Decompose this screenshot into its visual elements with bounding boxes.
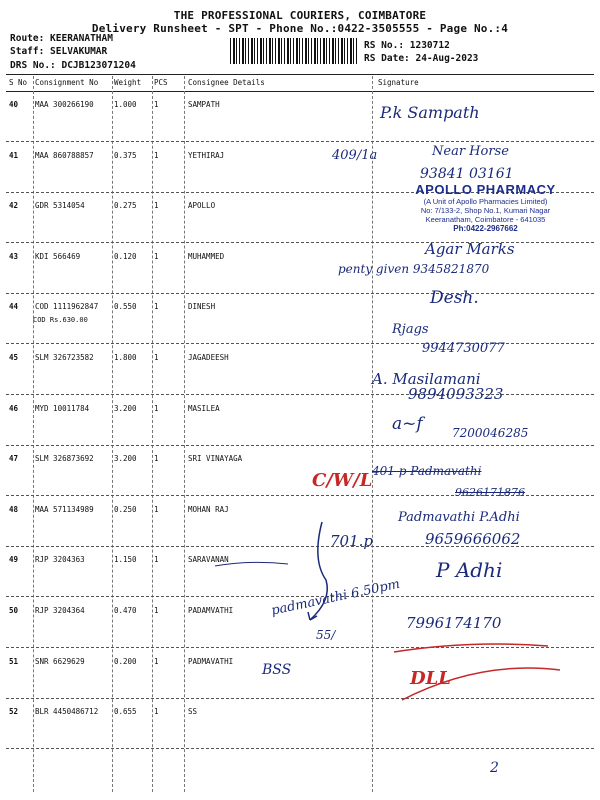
row-sno: 42	[9, 201, 19, 211]
row-pcs: 1	[154, 100, 159, 109]
row-consignee: DINESH	[188, 302, 216, 312]
arrow-stroke	[310, 522, 327, 620]
rs-number: RS No.: 1230712	[364, 40, 450, 51]
row-pcs: 1	[154, 454, 159, 464]
handwriting-48-c: 9626171876	[455, 486, 525, 499]
row-consignment: MAA 571134989	[35, 504, 94, 514]
handwriting-43-a: Agar Marks	[425, 240, 515, 258]
runsheet-subtitle: Delivery Runsheet - SPT - Phone No.:0422-3505555 - Page No.:4	[91, 22, 509, 35]
row-sno: 48	[9, 504, 19, 514]
col-consignment: Consignment No	[35, 78, 99, 87]
row-consignee: MOHAN RAJ	[188, 504, 229, 514]
row-consignment: BLR 4450486712	[35, 707, 99, 717]
row-weight: 3.200	[114, 403, 137, 413]
red-mark-52: DLL	[410, 668, 451, 689]
stamp-name: APOLLO PHARMACY	[415, 182, 556, 197]
handwriting-51-a: padmavathi 6.50pm	[270, 576, 402, 619]
row-pcs: 1	[154, 353, 159, 362]
col-signature: Signature	[378, 78, 419, 87]
col-weight: Weight	[114, 78, 142, 87]
row-pcs: 1	[154, 150, 159, 160]
staff-label: Staff: SELVAKUMAR	[10, 46, 108, 57]
row-consignee: MUHAMMED	[188, 251, 225, 261]
row-consignee: SRI VINAYAGA	[188, 454, 243, 464]
row-consignee: SARAVANAN	[188, 555, 229, 565]
row-weight: 1.150	[114, 555, 137, 565]
row-pcs: 1	[154, 201, 159, 211]
row-consignment: RJP 3204363	[35, 555, 85, 565]
row-pcs: 1	[154, 606, 159, 615]
row-sno: 46	[9, 403, 19, 413]
row-sno: 40	[9, 100, 19, 109]
phone-47: 7200046285	[452, 426, 529, 440]
row-sno: 45	[9, 353, 19, 362]
row-weight: 0.275	[114, 201, 137, 211]
row-sno: 44	[9, 302, 19, 312]
phone-49: 9659666062	[425, 530, 521, 548]
row-pcs: 1	[154, 707, 159, 717]
ink-stroke	[215, 562, 288, 566]
row-weight: 0.120	[114, 251, 137, 261]
row-weight: 0.550	[114, 302, 137, 312]
red-mark-48: C/W/L	[312, 470, 373, 491]
row-sno: 51	[9, 656, 19, 666]
row-sno: 47	[9, 454, 19, 464]
row-pcs: 1	[154, 251, 159, 261]
row-consignment: COD 1111962847	[35, 302, 99, 312]
row-weight: 3.200	[114, 454, 137, 464]
handwriting-51-b: 55/	[316, 628, 336, 642]
row-pcs: 1	[154, 656, 159, 666]
phone-46: 9894093323	[408, 385, 504, 403]
signature-44: Desh.	[430, 288, 479, 308]
stamp-phone: Ph:0422-2967662	[453, 224, 518, 233]
cod-amount: COD Rs.630.00	[33, 316, 88, 325]
company-title: THE PROFESSIONAL COURIERS, COIMBATORE	[173, 9, 427, 22]
col-sno: S No	[9, 78, 28, 87]
row-pcs: 1	[154, 504, 159, 514]
footer-mark: 2	[490, 760, 499, 776]
row-pcs: 1	[154, 302, 159, 312]
signature-50: P Adhi	[436, 558, 503, 582]
red-strike	[394, 644, 560, 700]
handwriting-41-b: Near Horse	[432, 144, 509, 159]
row-consignment: GDR 5314054	[35, 201, 85, 211]
row-sno: 52	[9, 707, 19, 717]
row-consignment: KDI 566469	[35, 251, 81, 261]
row-consignee: SAMPATH	[188, 100, 220, 109]
row-consignment: SLM 326873692	[35, 454, 94, 464]
handwriting-41-a: 409/1a	[332, 148, 378, 163]
row-consignee: PADMAVATHI	[188, 656, 234, 666]
row-sno: 49	[9, 555, 19, 565]
row-consignment: MAA 860788857	[35, 150, 94, 160]
signature-45: Rjags	[392, 322, 429, 337]
row-consignment: MYD 10011784	[35, 403, 90, 413]
row-weight: 0.250	[114, 504, 137, 514]
signature-47: a~f	[392, 414, 423, 434]
row-consignee: PADAMVATHI	[188, 606, 234, 615]
row-weight: 0.375	[114, 150, 137, 160]
phone-51: 7996174170	[406, 614, 502, 632]
row-weight: 0.655	[114, 707, 137, 717]
handwriting-49-a: Padmavathi P.Adhi	[398, 510, 520, 525]
handwriting-49-b: 701.p	[330, 532, 374, 550]
row-pcs: 1	[154, 403, 159, 413]
row-consignment: MAA 300266190	[35, 100, 94, 109]
handwriting-43-b: penty given 9345821870	[338, 262, 490, 276]
row-consignee: SS	[188, 707, 198, 717]
handwriting-52-a: BSS	[262, 662, 292, 678]
row-consignee: APOLLO	[188, 201, 216, 211]
row-weight: 1.000	[114, 100, 137, 109]
stamp-line: (A Unit of Apollo Pharmacies Limited)	[423, 197, 548, 206]
rs-date: RS Date: 24-Aug-2023	[364, 53, 479, 64]
col-consignee: Consignee Details	[188, 78, 265, 87]
signature-46: A. Masilamani	[372, 370, 481, 388]
stamp-line: Keeranatham, Coimbatore - 641035	[425, 215, 546, 224]
handwriting-41-c: 93841 03161	[420, 166, 514, 182]
row-consignee: JAGADEESH	[188, 353, 229, 362]
signature-40: P.k Sampath	[380, 103, 480, 122]
row-pcs: 1	[154, 555, 159, 565]
stamp-line: No: 7/133-2, Shop No.1, Kumari Nagar	[420, 206, 551, 215]
row-consignment: SNR 6629629	[35, 656, 85, 666]
row-sno: 50	[9, 606, 19, 615]
drs-number: DRS No.: DCJB123071204	[10, 60, 136, 71]
route-label: Route: KEERANATHAM	[10, 33, 113, 44]
row-sno: 41	[9, 150, 19, 160]
row-consignee: MASILEA	[188, 403, 220, 413]
row-sno: 43	[9, 251, 19, 261]
arrow-head	[308, 612, 317, 620]
col-pcs: PCS	[154, 78, 168, 87]
row-weight: 1.800	[114, 353, 137, 362]
row-weight: 0.470	[114, 606, 137, 615]
phone-45: 9944730077	[422, 341, 505, 356]
row-weight: 0.200	[114, 656, 137, 666]
row-consignment: SLM 326723582	[35, 353, 94, 362]
row-consignee: YETHIRAJ	[188, 150, 225, 160]
handwriting-48-b: 401 p Padmavathi	[372, 464, 482, 478]
row-consignment: RJP 3204364	[35, 606, 85, 615]
